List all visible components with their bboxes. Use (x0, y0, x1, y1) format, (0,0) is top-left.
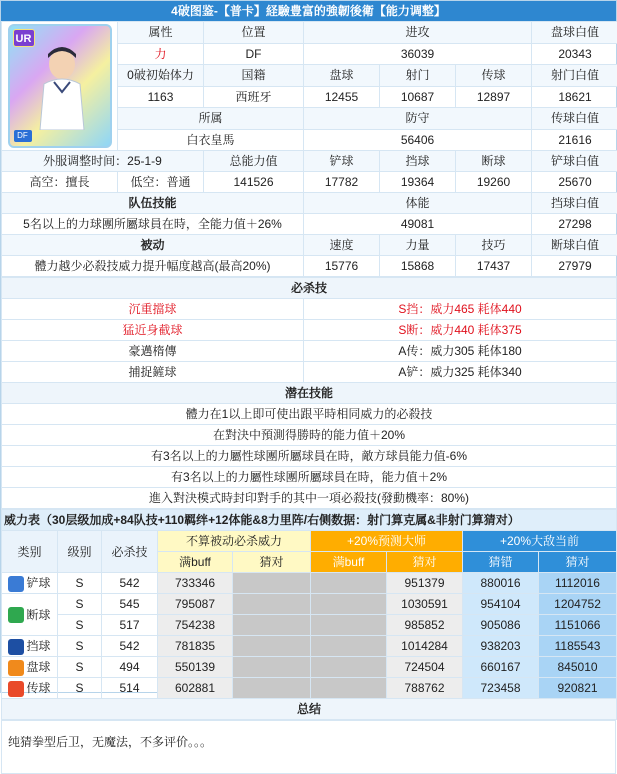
label-pass-white: 传球白值 (532, 108, 617, 130)
row-category: 传球 (2, 678, 58, 699)
row-value: 723458 (463, 678, 539, 699)
row-value: 754238 (158, 615, 233, 636)
summary-text: 纯猜拳型后卫，无魔法，不多评价。。。 (1, 720, 616, 774)
row-value (311, 573, 387, 594)
label-tackle: 铲球 (304, 151, 380, 172)
label-team-skill: 队伍技能 (2, 193, 304, 214)
sub-guess-wrong: 猜错 (463, 552, 539, 573)
table-row (2, 657, 617, 678)
summary-header: 总结 (2, 699, 617, 720)
row-category: 盘球 (2, 657, 58, 678)
sub-full-buff: 满buff (158, 552, 233, 573)
label-technique: 技巧 (456, 235, 532, 256)
value-dribble: 12455 (304, 86, 380, 108)
col-level: 级别 (58, 531, 102, 573)
card-image (2, 22, 118, 151)
value-stamina: 49081 (304, 214, 532, 235)
row-value (233, 636, 311, 657)
row-value (233, 573, 311, 594)
value-total-ability: 141526 (204, 172, 304, 193)
potential-item: 在對決中預測得勝時的能力值＋20% (2, 425, 617, 446)
table-row (2, 573, 617, 594)
row-value (233, 615, 311, 636)
row-level: S (58, 615, 102, 636)
table-row (2, 594, 617, 615)
sub-guess-right: 猜对 (233, 552, 311, 573)
potential-item: 有3名以上的力屬性球團所屬球員在時，敵方球員能力值-6% (2, 446, 617, 467)
row-value: 1030591 (387, 594, 463, 615)
value-block: 19364 (380, 172, 456, 193)
label-block-white: 挡球白值 (532, 193, 617, 214)
label-club: 所属 (118, 108, 304, 130)
label-intercept-white: 断球白值 (532, 235, 617, 256)
row-value (311, 657, 387, 678)
value-club: 白衣皇馬 (118, 129, 304, 151)
label-stamina: 体能 (304, 193, 532, 214)
skill-name: 猛近身截球 (2, 320, 304, 341)
value-defense: 56406 (304, 129, 532, 151)
value-shoot-white: 18621 (532, 86, 617, 108)
row-level: S (58, 657, 102, 678)
table-row (2, 615, 617, 636)
row-value: 920821 (539, 678, 617, 699)
row-value: 602881 (158, 678, 233, 699)
value-pass: 12897 (456, 86, 532, 108)
skill-stat: A传：威力305 耗体180 (304, 341, 617, 362)
label-speed: 速度 (304, 235, 380, 256)
value-high-ball: 高空：擅長 (2, 172, 118, 193)
label-nationality: 国籍 (204, 65, 304, 87)
power-table-title: 威力表（30层级加成+84队技+110羁绊+12体能&8力里阵/右侧数据：射门算克属&非射门算猜对） (2, 510, 617, 531)
label-position: 位置 (204, 22, 304, 44)
row-value: 905086 (463, 615, 539, 636)
rarity-badge: UR (13, 29, 35, 47)
skill-stat: A铲：威力325 耗体340 (304, 362, 617, 383)
label-pass: 传球 (456, 65, 532, 87)
tackle-icon (8, 576, 24, 592)
row-level: S (58, 573, 102, 594)
row-value: 954104 (463, 594, 539, 615)
sub-guess-right: 猜对 (387, 552, 463, 573)
label-tackle-white: 铲球白值 (532, 151, 617, 172)
label-passive: 被动 (2, 235, 304, 256)
player-portrait-icon (32, 44, 92, 130)
group-great-enemy: +20%大敌当前 (463, 531, 617, 552)
row-value: 938203 (463, 636, 539, 657)
value-pass-white: 21616 (532, 129, 617, 151)
row-skill: 517 (102, 615, 158, 636)
sub-full-buff: 满buff (311, 552, 387, 573)
row-value (311, 678, 387, 699)
row-value: 845010 (539, 657, 617, 678)
row-skill: 514 (102, 678, 158, 699)
row-value (233, 594, 311, 615)
pass-icon (8, 681, 24, 697)
group-no-passive: 不算被动必杀威力 (158, 531, 311, 552)
dribble-icon (8, 660, 24, 676)
row-skill: 542 (102, 636, 158, 657)
value-dribble-white: 20343 (532, 43, 617, 65)
skill-name: 沉重擋球 (2, 299, 304, 320)
position-badge: DF (14, 130, 32, 142)
potential-item: 體力在1以上即可使出跟平時相同威力的必殺技 (2, 404, 617, 425)
row-value: 795087 (158, 594, 233, 615)
row-skill: 542 (102, 573, 158, 594)
label-initial-stamina: 0破初始体力 (118, 65, 204, 87)
skill-name: 豪邁楕傳 (2, 341, 304, 362)
col-category: 类别 (2, 531, 58, 573)
row-value: 1151066 (539, 615, 617, 636)
row-level: S (58, 594, 102, 615)
table-row (2, 636, 617, 657)
potential-item: 有3名以上的力屬性球團所屬球員在時，能力值＋2% (2, 467, 617, 488)
row-level: S (58, 636, 102, 657)
table-row (2, 678, 617, 699)
value-initial-stamina: 1163 (118, 86, 204, 108)
row-value (233, 657, 311, 678)
skill-name: 捕捉鏟球 (2, 362, 304, 383)
label-total-ability: 总能力值 (204, 151, 304, 172)
row-value: 1204752 (539, 594, 617, 615)
row-value: 788762 (387, 678, 463, 699)
skills-table (1, 277, 617, 509)
label-update-date: 外服调整时间：25-1-9 (2, 151, 204, 172)
row-value: 550139 (158, 657, 233, 678)
value-intercept-white: 27979 (532, 256, 617, 277)
row-category: 断球 (2, 594, 58, 636)
row-category: 铲球 (2, 573, 58, 594)
row-value: 733346 (158, 573, 233, 594)
row-value: 1185543 (539, 636, 617, 657)
label-dribble: 盘球 (304, 65, 380, 87)
value-low-ball: 低空：普通 (118, 172, 204, 193)
label-attack: 进攻 (304, 22, 532, 44)
row-value (233, 678, 311, 699)
row-level: S (58, 678, 102, 699)
sub-guess-right: 猜对 (539, 552, 617, 573)
value-attack: 36039 (304, 43, 532, 65)
row-value: 1112016 (539, 573, 617, 594)
row-value: 781835 (158, 636, 233, 657)
value-position: DF (204, 43, 304, 65)
row-value: 1014284 (387, 636, 463, 657)
row-value (311, 594, 387, 615)
value-power: 15868 (380, 256, 456, 277)
label-dribble-white: 盘球白值 (532, 22, 617, 44)
label-shoot: 射门 (380, 65, 456, 87)
skill-stat: S挡：威力465 耗体440 (304, 299, 617, 320)
value-nationality: 西班牙 (204, 86, 304, 108)
block-icon (8, 639, 24, 655)
skill-stat: S断：威力440 耗体375 (304, 320, 617, 341)
label-attribute: 属性 (118, 22, 204, 44)
value-attribute: 力 (118, 43, 204, 65)
value-block-white: 27298 (532, 214, 617, 235)
row-value (311, 636, 387, 657)
col-skill: 必杀技 (102, 531, 158, 573)
row-skill: 494 (102, 657, 158, 678)
value-technique: 17437 (456, 256, 532, 277)
row-skill: 545 (102, 594, 158, 615)
page-title: 4破图鉴-【普卡】経驗豊富的強韌後衛【能力调整】 (1, 1, 616, 21)
value-team-skill: 5名以上的力球團所屬球員在時，全能力值＋26% (2, 214, 304, 235)
row-value: 985852 (387, 615, 463, 636)
row-value: 951379 (387, 573, 463, 594)
info-table (1, 21, 617, 277)
row-value: 880016 (463, 573, 539, 594)
label-power: 力量 (380, 235, 456, 256)
potential-item: 進入對決模式時封印對手的其中一項必殺技(發動機率：80%) (2, 488, 617, 509)
group-predict-master: +20%预测大师 (311, 531, 463, 552)
value-tackle-white: 25670 (532, 172, 617, 193)
value-speed: 15776 (304, 256, 380, 277)
value-tackle: 17782 (304, 172, 380, 193)
intercept-icon (8, 607, 24, 623)
value-intercept: 19260 (456, 172, 532, 193)
label-block: 挡球 (380, 151, 456, 172)
value-passive: 體力越少必殺技威力提升幅度越高(最高20%) (2, 256, 304, 277)
skills-header: 必杀技 (2, 278, 617, 299)
potential-header: 潜在技能 (2, 383, 617, 404)
row-value (311, 615, 387, 636)
row-category: 挡球 (2, 636, 58, 657)
label-defense: 防守 (304, 108, 532, 130)
label-shoot-white: 射门白值 (532, 65, 617, 87)
power-table (1, 509, 617, 720)
label-intercept: 断球 (456, 151, 532, 172)
row-value: 724504 (387, 657, 463, 678)
value-shoot: 10687 (380, 86, 456, 108)
row-value: 660167 (463, 657, 539, 678)
